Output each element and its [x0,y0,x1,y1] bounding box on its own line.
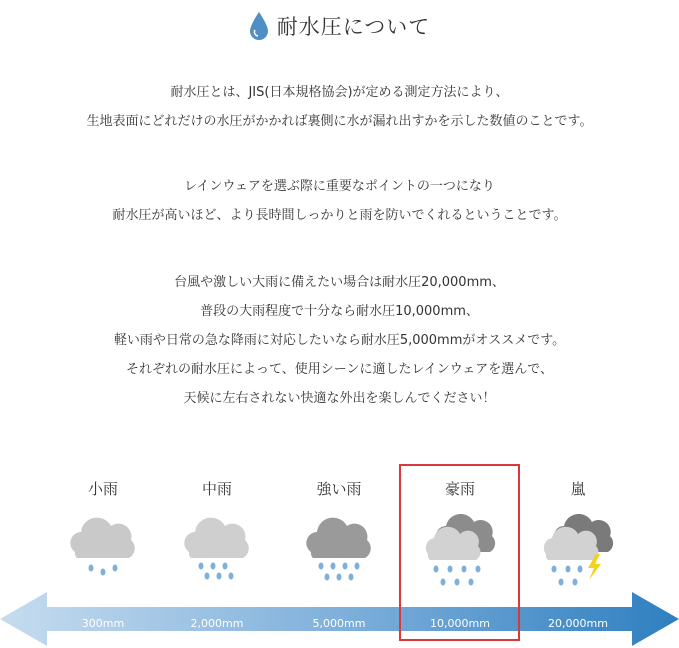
storm-icon [538,514,618,590]
text-line: レインウェアを選ぶ際に重要なポイントの一つになり [184,179,495,194]
mm-label-5000: 5,000mm [312,617,366,630]
moderate-rain-icon [177,514,257,584]
text-line: 台風や激しい大雨に備えたい場合は耐水圧20,000mm、 [174,275,505,290]
mm-label-300: 300mm [81,617,125,630]
text-line: 天候に左右されない快適な外出を楽しんでください！ [183,391,496,406]
heavy-rain-icon [299,514,379,584]
level-heavy-rain [284,468,394,584]
selected-level-highlight [399,464,520,641]
paragraph-recommendation [0,268,679,413]
text-line: 耐水圧が高いほど、より長時間しっかりと雨を防いでくれるということです。 [112,208,567,223]
mm-label-20000: 20,000mm [548,617,608,630]
header [0,6,679,46]
level-label: 小雨 [87,480,118,498]
paragraph-definition [0,78,679,136]
text-line: 耐水圧とは、JIS(日本規格協会)が定める測定方法により、 [170,85,509,100]
text-line: 生地表面にどれだけの水圧がかかれば裏側に水が漏れ出すかを示した数値のことです。 [86,114,593,129]
paragraph-importance [0,172,679,230]
text-line: 普段の大雨程度で十分なら耐水圧10,000mm、 [200,304,479,319]
light-rain-icon [63,514,143,584]
level-label: 嵐 [570,480,586,498]
mm-label-10000: 10,000mm [430,617,490,630]
level-label: 豪雨 [444,480,475,498]
mm-label-2000: 2,000mm [190,617,244,630]
water-drop-icon [249,11,269,41]
text-line: それぞれの耐水圧によって、使用シーンに適したレインウェアを選んで、 [125,362,554,377]
page-title: 耐水圧について [276,15,431,39]
level-label: 中雨 [201,480,232,498]
level-storm [523,468,633,590]
level-light-rain [48,468,158,584]
text-line: 軽い雨や日常の急な降雨に対応したいなら耐水圧5,000mmがオススメです。 [113,333,566,348]
level-label: 強い雨 [316,480,362,498]
level-moderate-rain [162,468,272,584]
